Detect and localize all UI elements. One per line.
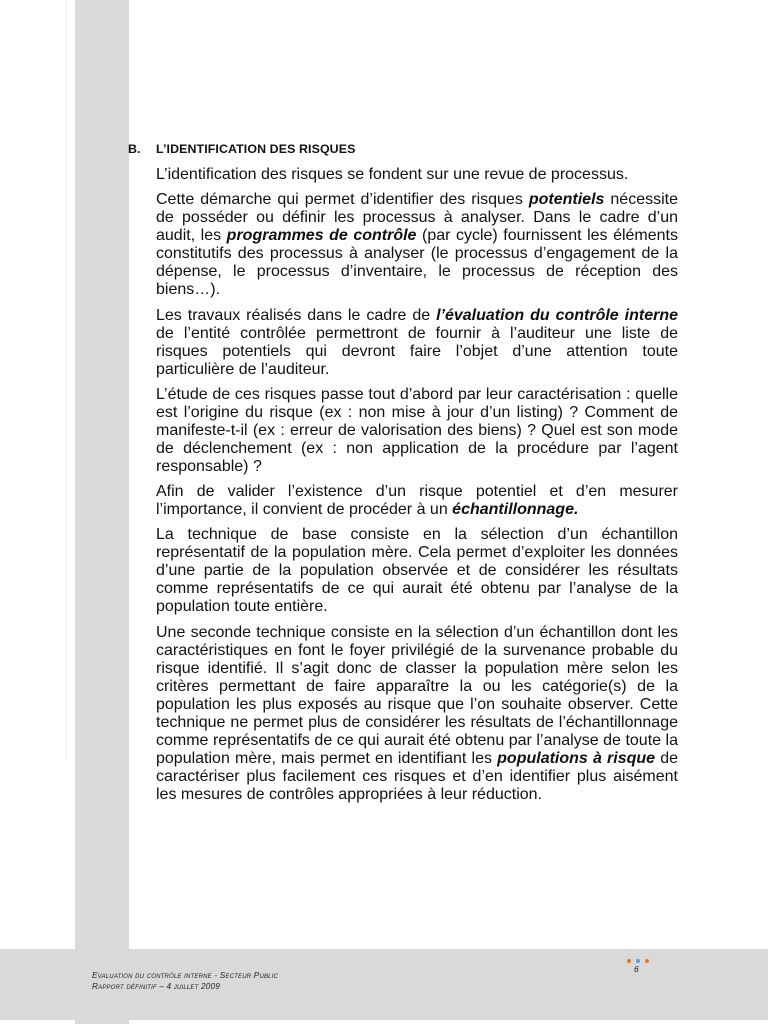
left-margin-bar	[75, 0, 129, 949]
text-run: nécessite de posséder ou définir les processus à analyser. Dans le cadre d’un audit, les	[156, 191, 678, 245]
paragraph-4: L’étude de ces risques passe tout d’abord par leur caractérisation : quelle est l’origine du risque (ex : non mise à jour d’un listing) ? Comment de manifeste-t-il (ex : erreur de valorisation des biens) ? Quel est son mode de déclenchement (ex : non application de la procédure par l’agent responsable) ?	[156, 385, 678, 475]
footer-report-line	[92, 981, 278, 992]
emphasis-text: potentiels	[528, 191, 605, 209]
page-number: 6	[634, 964, 639, 974]
emphasis-text: programmes de contrôle	[226, 227, 417, 245]
text-run: Les travaux réalisés dans le cadre de	[156, 306, 437, 324]
footer-dots-icon	[627, 959, 651, 965]
footer-text-run: P	[253, 971, 260, 980]
emphasis-text: l’évaluation du contrôle interne	[436, 306, 679, 324]
text-run: (par cycle) fournissent les éléments constitutifs des processus à analyser (le processus d’engagement de la dépense, le processus d’inventaire, le processus de réception des biens…).	[156, 227, 678, 299]
section-title: L’IDENTIFICATION DES RISQUES	[156, 142, 356, 156]
footer-text-run: R	[92, 982, 99, 992]
emphasis-text: populations à risque	[497, 749, 656, 767]
section-heading	[128, 142, 355, 156]
text-run: Afin de valider l’existence d’un risque potentiel et d’en mesurer l’importance, il convient de procéder à un	[156, 483, 678, 519]
text-run: Cette démarche qui permet d’identifier des risques	[156, 191, 529, 209]
footer-text-run: valuation du contrôle interne -	[97, 971, 220, 980]
paragraph-3	[156, 307, 678, 379]
text-run: Une seconde technique consiste en la sélection d’un échantillon dont les caractéristiques en font le foyer privilégié de la survenance probable du risque identifié. Il s’agit donc de classer la population mère selon les critères permettant de faire apparaître la ou les catégorie(s) de la population les plus exposés au risque que l’on souhaite observer. Cette technique ne permet plus de considérer les résultats de l’échantillonnage comme représentatifs de ce qui aurait été obtenu par l’analyse de toute la population mère, mais permet en identifiant les	[156, 623, 678, 767]
footer-text-run: ublic	[259, 971, 279, 980]
footer-text	[92, 970, 278, 993]
paragraph-1: L’identification des risques se fondent sur une revue de processus.	[156, 166, 629, 183]
emphasis-text: échantillonnage.	[452, 501, 579, 519]
paragraph-5	[156, 483, 678, 519]
footer-text-run: S	[219, 971, 226, 980]
text-run: de l’entité contrôlée permettront de fournir à l’auditeur une liste de risques potentiels qui devront faire l’objet d’une attention toute particulière de l’auditeur.	[156, 324, 678, 378]
footer-text-run: ecteur	[225, 971, 254, 980]
document-body	[156, 166, 678, 811]
footer-text-run: apport définitif – 4 juillet 2009	[98, 982, 220, 992]
dot-orange	[645, 959, 649, 963]
text-run: de caractériser plus facilement ces risques et d’en identifier plus aisément les mesures de contrôles appropriées à leur réduction.	[156, 749, 678, 803]
footer-title-line	[92, 970, 278, 981]
dot-orange	[627, 959, 631, 963]
page-edge-line	[66, 0, 67, 760]
dot-blue	[636, 959, 640, 963]
paragraph-6: La technique de base consiste en la sélection d’un échantillon représentatif de la population mère. Cela permet d’exploiter les données d’une partie de la population observée et de considérer les résultats comme représentatifs de ce qui aurait été obtenu par l’analyse de la population toute entière.	[156, 526, 678, 616]
paragraph-7	[156, 624, 678, 804]
left-margin-bar-bottom	[75, 1020, 129, 1024]
section-number: B.	[128, 142, 141, 156]
footer-text-run: E	[92, 971, 98, 980]
paragraph-2	[156, 191, 678, 299]
